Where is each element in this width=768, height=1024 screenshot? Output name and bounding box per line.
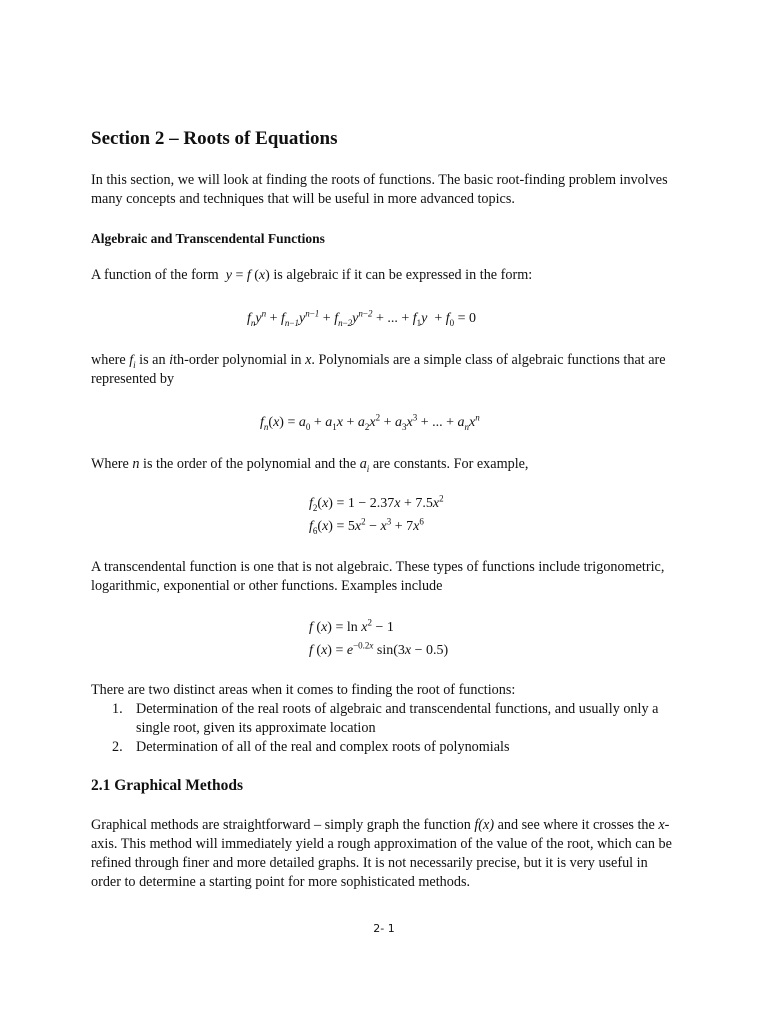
inline-symbol-fi: $f_i$ — [129, 353, 136, 370]
where-paragraph — [91, 351, 681, 389]
fx-symbol: f(x) — [474, 817, 495, 833]
n-symbol: n — [132, 456, 140, 472]
th-order-text: th-order polynomial in — [173, 352, 306, 368]
order-where-text: Where — [91, 456, 133, 472]
intro-paragraph: In this section, we will look at finding the roots of functions. The basic root-finding problem involves many concepts and techniques that will be useful in more advanced topics. — [91, 172, 668, 207]
where-rest-text: . Polynomials are a simple class of algebraic functions that are represented by — [91, 352, 666, 387]
section-heading-graphical-methods: 2.1 Graphical Methods — [91, 777, 243, 794]
transcendental-paragraph: A transcendental function is one that is not algebraic. These types of functions include trigonometric, logarithmic, exponential or other functions. Examples include — [91, 559, 665, 594]
ith-symbol: i — [169, 352, 174, 368]
equation-example-ln: f $(x) = \ln x^2 - 1$ — [309, 617, 394, 635]
is-an-text: is an — [135, 352, 170, 368]
list-item-number: 1. — [112, 701, 123, 717]
page-number: 2- 1 — [373, 922, 395, 935]
function-form-paragraph — [91, 266, 681, 285]
subheading-algebraic-transcendental: Algebraic and Transcendental Functions — [91, 231, 325, 246]
equation-example-exp-sin: f $(x) = e^{-0.2x}$ sin(3x − 0.5) — [309, 640, 449, 658]
areas-paragraph: There are two distinct areas when it comes to finding the root of functions: — [91, 682, 516, 698]
list-item-number: 2. — [112, 739, 123, 755]
function-form-text-after: is algebraic if it can be expressed in the form: — [269, 267, 533, 283]
graphical-methods-paragraph — [91, 816, 681, 892]
list-item-text: Determination of all of the real and complex roots of polynomials — [136, 739, 510, 755]
section-title: Section 2 – Roots of Equations — [91, 128, 338, 149]
order-middle-text: is the order of the polynomial and the — [139, 456, 360, 472]
equation-example-f6: $f_6(x) = 5x^2 - x^3 + 7x^6$ — [309, 516, 424, 536]
ai-letter: a — [359, 456, 367, 472]
equation-example-f2: $f_2(x) = 1 - 2.37x + 7.5x^2$ — [309, 493, 444, 513]
equation-algebraic-form: $f_ny^n + f_{n-1}y^{n-1} + f_{n-2}y^{n-2}$ + ... + $f_1y + f_0 = 0$ — [247, 308, 477, 328]
graphical-text-c: -axis. This method will immediately yield a rough approximation of the value of the root, which can be refined through finer and more detailed graphs. It is not necessarily precise, but it is very useful in order to determine a starting point for more sophisticated methods. — [91, 817, 672, 890]
order-paragraph — [91, 455, 681, 474]
list-item — [112, 738, 672, 757]
ai-subscript: i — [366, 463, 370, 474]
graphical-text-a: Graphical methods are straightforward – simply graph the function — [91, 817, 475, 833]
list-item-text: Determination of the real roots of algebraic and transcendental functions, and usually only a single root, given its approximate location — [136, 701, 659, 736]
root-finding-areas-list — [112, 700, 672, 757]
function-form-text-before: A function of the form — [91, 267, 223, 283]
ai-symbol — [360, 456, 370, 472]
inline-equation-y-fx: y = f (x) — [222, 268, 270, 283]
x-axis-symbol: x — [658, 817, 665, 833]
graphical-text-b: and see where it crosses the — [494, 817, 659, 833]
where-text: where — [91, 352, 130, 368]
equation-polynomial: $f_n(x) = a_0 + a_1x + a_2x^2 + a_3x^3$ + ... + $a_nx^n$ — [260, 412, 480, 432]
x-symbol: x — [305, 352, 312, 368]
order-end-text: are constants. For example, — [369, 456, 529, 472]
list-item — [112, 700, 672, 738]
